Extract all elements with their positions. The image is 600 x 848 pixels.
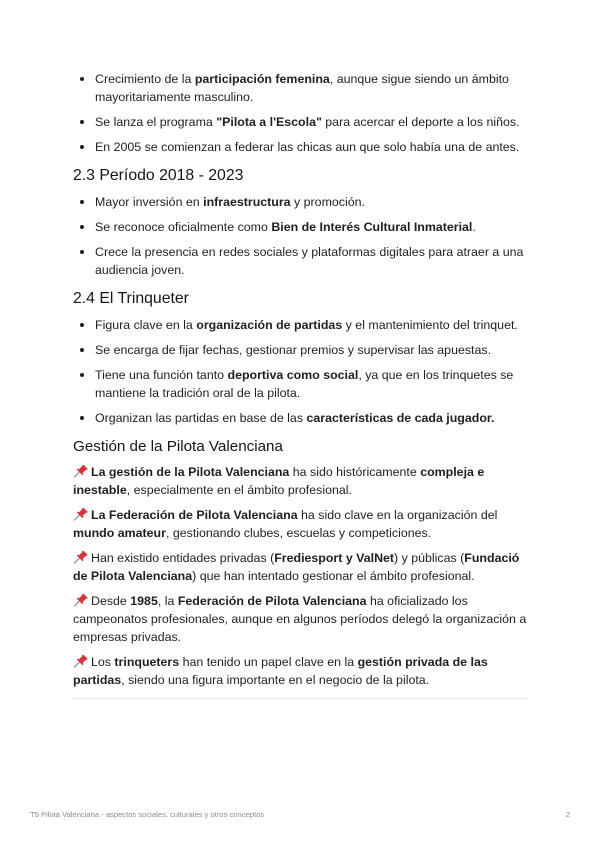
list-item: Figura clave en la organización de partidas y el mantenimiento del trinquet.: [73, 316, 528, 334]
list-item: Mayor inversión en infraestructura y promoción.: [73, 193, 528, 211]
list-item: Se reconoce oficialmente como Bien de Interés Cultural Inmaterial.: [73, 218, 528, 236]
list-item: Crecimiento de la participación femenina, aunque sigue siendo un ámbito mayoritariamente masculino.: [73, 70, 528, 106]
list-item: Organizan las partidas en base de las características de cada jugador.: [73, 409, 528, 427]
pushpin-icon: [73, 551, 88, 564]
page-number: 2: [565, 810, 570, 819]
pushpin-icon: [73, 655, 88, 668]
section-heading-2-3: 2.3 Período 2018 - 2023: [73, 167, 244, 184]
list-item: Se lanza el programa "Pilota a l'Escola" para acercar el deporte a los niños.: [73, 113, 528, 131]
note-paragraph: Desde 1985, la Federación de Pilota Valenciana ha oficializado los campeonatos profesionales, aunque en algunos períodos delegó la organización a empresas privadas.: [73, 594, 527, 644]
section-heading-2-4: 2.4 El Trinqueter: [73, 290, 189, 307]
bullet-list-top: [73, 70, 528, 156]
footer-title: T5 Pilota Valenciana - aspectos sociales, culturales y otros conceptos: [30, 810, 265, 819]
list-item: Crece la presencia en redes sociales y plataformas digitales para atraer a una audiencia joven.: [73, 243, 528, 279]
document-body: [73, 70, 528, 699]
note-paragraph: La Federación de Pilota Valenciana ha sido clave en la organización del mundo amateur, gestionando clubes, escuelas y competiciones.: [73, 508, 498, 540]
bullet-list-2-4: [73, 316, 528, 427]
gestion-heading: Gestión de la Pilota Valenciana: [73, 438, 283, 455]
pushpin-icon: [73, 508, 88, 521]
bullet-list-2-3: [73, 193, 528, 279]
pushpin-icon: [73, 594, 88, 607]
list-item: En 2005 se comienzan a federar las chicas aun que solo había una de antes.: [73, 138, 528, 156]
section-divider: [73, 698, 528, 699]
list-item: Se encarga de fijar fechas, gestionar premios y supervisar las apuestas.: [73, 341, 528, 359]
note-paragraph: Han existido entidades privadas (Frediesport y ValNet) y públicas (Fundació de Pilota Valenciana) que han intentado gestionar el ámbito profesional.: [73, 551, 520, 583]
note-paragraph: La gestión de la Pilota Valenciana ha sido históricamente compleja e inestable, especialmente en el ámbito profesional.: [73, 465, 485, 497]
pushpin-icon: [73, 465, 88, 478]
list-item: Tiene una función tanto deportiva como social, ya que en los trinquetes se mantiene la tradición oral de la pilota.: [73, 366, 528, 402]
note-paragraph: Los trinqueters han tenido un papel clave en la gestión privada de las partidas, siendo una figura importante en el negocio de la pilota.: [73, 655, 488, 687]
